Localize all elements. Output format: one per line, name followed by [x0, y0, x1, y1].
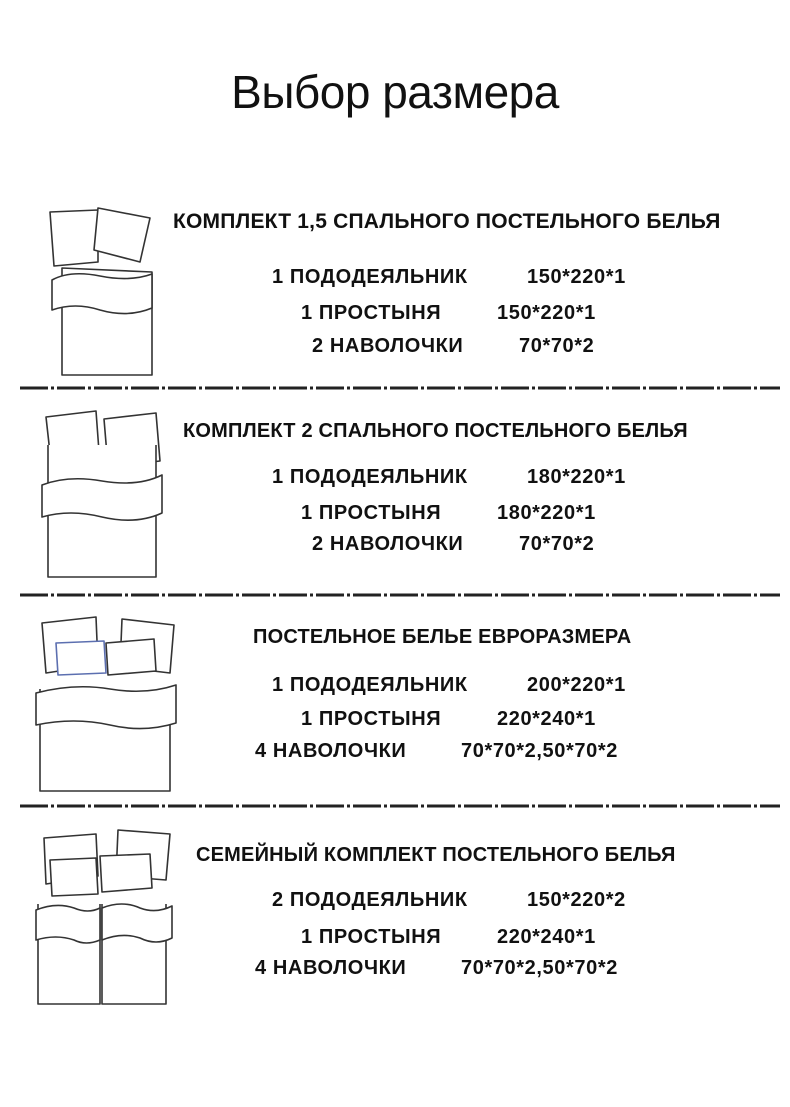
item-size: 180*220*1 — [527, 466, 626, 488]
item-size: 200*220*1 — [527, 674, 626, 696]
list-item — [0, 331, 790, 361]
list-item — [0, 529, 790, 559]
page-title: Выбор размера — [231, 66, 559, 118]
item-size: 150*220*2 — [527, 889, 626, 911]
list-item — [0, 670, 790, 700]
section-family — [0, 820, 790, 1015]
list-item — [0, 922, 790, 952]
item-size: 180*220*1 — [497, 502, 596, 524]
section-divider — [20, 385, 780, 391]
list-item — [0, 262, 790, 292]
list-item — [0, 885, 790, 915]
item-name: 1 ПОДОДЕЯЛЬНИК — [272, 266, 468, 288]
item-name: 1 ПОДОДЕЯЛЬНИК — [272, 466, 468, 488]
list-item — [0, 736, 790, 766]
item-size: 70*70*2 — [519, 533, 595, 555]
item-size: 220*240*1 — [497, 926, 596, 948]
item-name: 1 ПРОСТЫНЯ — [301, 302, 442, 324]
list-item — [0, 498, 790, 528]
item-size: 220*240*1 — [497, 708, 596, 730]
section-single — [0, 195, 790, 390]
set-title: КОМПЛЕКТ 1,5 СПАЛЬНОГО ПОСТЕЛЬНОГО БЕЛЬЯ — [173, 210, 721, 233]
item-name: 4 НАВОЛОЧКИ — [255, 740, 407, 762]
item-size: 150*220*1 — [527, 266, 626, 288]
section-divider — [20, 803, 780, 809]
list-item — [0, 704, 790, 734]
set-title: КОМПЛЕКТ 2 СПАЛЬНОГО ПОСТЕЛЬНОГО БЕЛЬЯ — [183, 420, 688, 442]
list-item — [0, 462, 790, 492]
item-name: 4 НАВОЛОЧКИ — [255, 957, 407, 979]
set-title: ПОСТЕЛЬНОЕ БЕЛЬЕ ЕВРОРАЗМЕРА — [253, 626, 632, 648]
list-item — [0, 953, 790, 983]
item-size: 70*70*2,50*70*2 — [461, 957, 618, 979]
item-name: 2 ПОДОДЕЯЛЬНИК — [272, 889, 468, 911]
item-name: 1 ПОДОДЕЯЛЬНИК — [272, 674, 468, 696]
item-name: 2 НАВОЛОЧКИ — [312, 335, 464, 357]
item-name: 1 ПРОСТЫНЯ — [301, 926, 442, 948]
item-size: 70*70*2,50*70*2 — [461, 740, 618, 762]
list-item — [0, 298, 790, 328]
item-name: 2 НАВОЛОЧКИ — [312, 533, 464, 555]
section-euro — [0, 603, 790, 798]
section-divider — [20, 592, 780, 598]
section-double — [0, 395, 790, 590]
set-title: СЕМЕЙНЫЙ КОМПЛЕКТ ПОСТЕЛЬНОГО БЕЛЬЯ — [196, 844, 676, 866]
item-name: 1 ПРОСТЫНЯ — [301, 502, 442, 524]
item-size: 150*220*1 — [497, 302, 596, 324]
item-size: 70*70*2 — [519, 335, 595, 357]
item-name: 1 ПРОСТЫНЯ — [301, 708, 442, 730]
euro-bed-icon — [34, 609, 184, 794]
